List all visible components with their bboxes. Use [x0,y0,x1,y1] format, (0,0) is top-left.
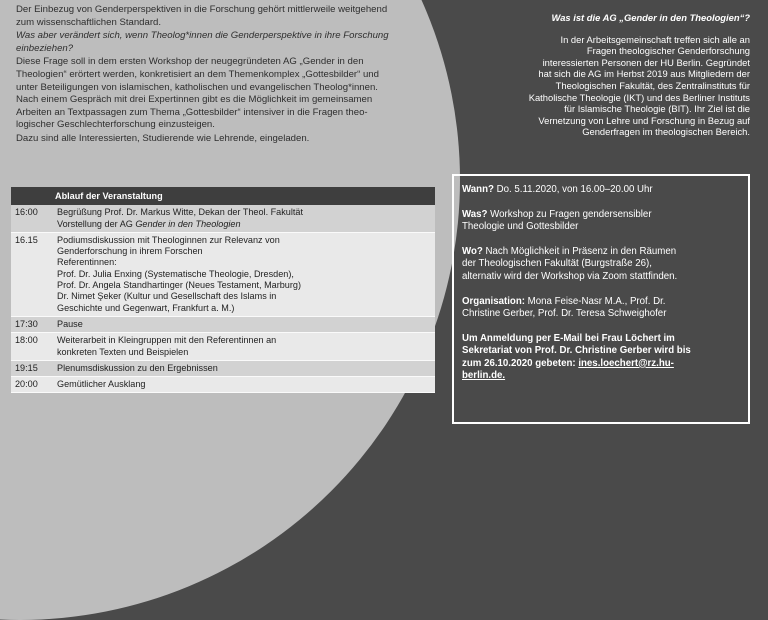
intro-paragraph-2: Diese Frage soll in dem ersten Workshop der neugegründeten AG „Gender in den Theologien“ erörtert werden, konkretisiert an dem Themenkomplex „Gottesbilder“ und unter Beteiligungen von islamischen, katholischen und evangelischen Theolog*innen. Nach einem Gespräch mit drei Expertinnen gibt es die Möglichkeit im gemeinsamen Arbeiten an Textpassagen zum Thema „Gottesbilder“ intensiver in die Fragen theo- logischer Geschlechterforschung einzusteigen. [16,56,379,131]
table-row [11,317,435,333]
schedule-table [11,187,435,393]
event-info-box [452,174,750,424]
schedule-title: Ablauf der Veranstaltung [55,191,163,201]
row-time: 16:00 [15,207,38,218]
table-row [11,333,435,361]
row-time: 18:00 [15,335,38,346]
row-description: Plenumsdiskussion zu den Ergebnissen [57,362,218,373]
row-time: 20:00 [15,379,38,390]
intro-paragraph-1: Der Einbezug von Genderperspektiven in die Forschung gehört mittlerweile weitgehend zum wissenschaftlichen Standard. [16,4,388,28]
intro-text [16,4,416,147]
table-row [11,361,435,377]
table-row [11,377,435,393]
email-link[interactable]: ines.loechert@rz.hu- [578,357,674,369]
info-where: Wo? Nach Möglichkeit in Präsenz in den Räumen der Theologischen Fakultät (Burgstraße 26), alternativ wird der Workshop via Zoom stattfinden. [462,246,678,282]
ag-title: Was ist die AG „Gender in den Theologien“? [551,12,750,23]
info-what: Was? Workshop zu Fragen gendersensibler Theologie und Gottesbilder [462,208,652,233]
ag-description: Was ist die AG „Gender in den Theologien“? In der Arbeitsgemeinschaft treffen sich alle an Fragen theologischer Genderforschung interessierten Personen der HU Berlin. Gegründet hat sich die AG im Herbst 2019 aus Mitgliedern der Theologischen Fakultät, des Zentralinstituts für Katholische Theologie (IKT) und des Berliner Instituts für Islamische Theologie (BIT). Ihr Ziel ist die Vernetzung von Lehre und Forschung in Bezug auf Genderfragen im theologischen Bereich. [450,12,750,138]
row-time: 17:30 [15,318,38,329]
table-row [11,205,435,233]
info-organisation: Organisation: Mona Feise-Nasr M.A., Prof. Dr. Christine Gerber, Prof. Dr. Teresa Schweighofer [462,295,667,320]
row-description: Pause [57,318,83,329]
info-when: Wann? Do. 5.11.2020, von 16.00–20.00 Uhr [462,184,653,195]
row-description: Gemütlicher Ausklang [57,379,146,390]
intro-paragraph-3: Dazu sind alle Interessierten, Studierende wie Lehrende, eingeladen. [16,132,310,144]
table-row [11,233,435,317]
info-registration: Um Anmeldung per E-Mail bei Frau Löchert im Sekretariat von Prof. Dr. Christine Gerber wird bis zum 26.10.2020 gebeten: ines.loechert@rz.hu- berlin.de. [462,332,691,382]
row-description: Begrüßung Prof. Dr. Markus Witte, Dekan der Theol. Fakultät Vorstellung der AG Gender in den Theologien [57,207,303,229]
row-time: 16.15 [15,234,38,245]
intro-question: Was aber verändert sich, wenn Theolog*innen die Genderperspektive in ihre Forschung einbeziehen? [16,30,389,54]
row-time: 19:15 [15,362,38,373]
schedule-header [11,187,435,205]
row-description: Weiterarbeit in Kleingruppen mit den Referentinnen an konkreten Texten und Beispielen [57,335,277,357]
email-link-continued[interactable]: berlin.de. [462,370,506,382]
row-description: Podiumsdiskussion mit Theologinnen zur Relevanz von Genderforschung in ihrem Forschen Referentinnen: Prof. Dr. Julia Enxing (Systematische Theologie, Dresden), Prof. Dr. Angela Standhartinger (Neues Testament, Marburg) Dr. Nimet Şeker (Kultur und Gesellschaft des Islams in Geschichte und Gegenwart, Frankfurt a. M.) [57,234,301,313]
